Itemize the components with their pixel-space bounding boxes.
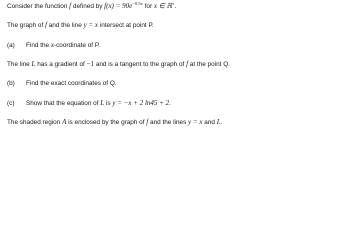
- part-b-text: Find the exact coordinates of Q.: [26, 80, 117, 87]
- line-L-equation: y = −x + 2 ln45 + 2: [112, 99, 170, 107]
- line-L-name: L: [100, 99, 105, 107]
- part-c-text-3: .: [169, 100, 171, 107]
- gradient-value: −1: [86, 60, 95, 68]
- part-c-text-1: Show that the equation of: [26, 100, 101, 107]
- shaded-text-4: and: [202, 119, 217, 126]
- tangent-text-1: The line: [7, 61, 32, 68]
- x-variable: x: [50, 41, 54, 49]
- function-name: f: [69, 2, 72, 10]
- shaded-text-2: is enclosed by the graph of: [66, 119, 147, 126]
- part-c-label: (c): [7, 100, 15, 107]
- tangent-text-2: has a gradient of: [35, 61, 87, 68]
- function-definition: f(x) = 90e: [104, 2, 133, 10]
- domain-superscript: +: [172, 1, 175, 7]
- function-exponent: −0.5x: [132, 1, 143, 7]
- intro-text-2: defined by: [71, 3, 105, 10]
- intro-text-3: for: [142, 3, 154, 10]
- line-L-name: L: [31, 60, 36, 68]
- tangent-text-3: and is a tangent to the graph of: [94, 61, 187, 68]
- intersection-line: [7, 21, 154, 30]
- region-A-name: A: [62, 118, 67, 126]
- function-domain: x ∈ ℝ: [153, 2, 173, 10]
- line-equation: y = x: [188, 118, 203, 126]
- intersection-text-3: intersect at point P.: [98, 22, 154, 29]
- function-name: f: [45, 21, 47, 29]
- line-equation: y = x: [83, 21, 99, 29]
- intersection-text-2: and the line: [46, 22, 84, 29]
- intro-line: [7, 2, 177, 11]
- part-a-label: (a): [7, 42, 15, 49]
- part-b-line: [7, 80, 117, 88]
- intro-text-4: .: [174, 3, 177, 10]
- intersection-text-1: The graph of: [7, 22, 46, 29]
- tangent-line-description: [7, 60, 230, 69]
- part-a-text-2: -coordinate of P.: [53, 42, 101, 49]
- part-c-text-2: is: [104, 100, 113, 107]
- line-L-name: L: [216, 118, 221, 126]
- part-a-text-1: Find the: [26, 42, 51, 49]
- intro-text-1: Consider the function: [7, 3, 70, 10]
- shaded-text-1: The shaded region: [7, 119, 63, 126]
- part-a-line: [7, 41, 100, 50]
- tangent-text-4: at the point Q.: [188, 61, 230, 68]
- shaded-region-line: [7, 118, 222, 127]
- shaded-text-5: .: [220, 119, 223, 126]
- shaded-text-3: and the lines: [148, 119, 189, 126]
- function-name: f: [146, 118, 149, 126]
- part-b-label: (b): [7, 80, 15, 87]
- function-name: f: [186, 60, 189, 68]
- part-c-line: [7, 99, 171, 108]
